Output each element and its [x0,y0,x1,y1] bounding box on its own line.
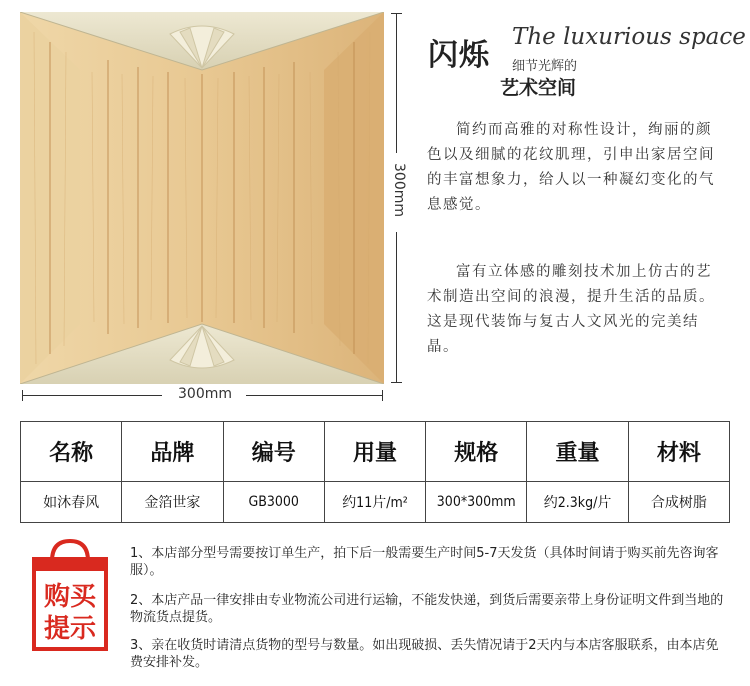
width-dimension-line-right [246,395,382,396]
spec-header-name: 名称 [21,422,122,482]
spec-header-brand: 品牌 [122,422,223,482]
spec-header-usage: 用量 [324,422,425,482]
height-dimension-cap-bottom [391,382,402,383]
spec-header-code: 编号 [223,422,324,482]
notice-item-3: 3、亲在收货时请清点货物的型号与数量。如出现破损、丢失情况请于2天内与本店客服联系，由本店免费安排补发。 [130,638,719,670]
width-dimension-line-left [22,395,162,396]
spec-value-material: 合成树脂 [628,482,729,523]
headline-sub-small: 细节光辉的 [512,59,578,74]
spec-header-size: 规格 [426,422,527,482]
spec-header-weight: 重量 [527,422,628,482]
notice-item-2: 2、本店产品一律安排由专业物流公司进行运输，不能发快递，到货后需要亲带上身份证明文件到当地的物流货点提货。 [130,593,724,625]
notice-logo-text-top: 购买 [43,582,97,612]
spec-value-size: 300*300mm [426,482,527,523]
shopping-bag-icon [28,535,112,653]
headline-main: 闪烁 [428,38,490,73]
spec-value-row [21,482,730,523]
notice-logo-text-bottom: 提示 [43,614,97,644]
description-paragraph-2: 富有立体感的雕刻技术加上仿古的艺术制造出空间的浪漫，提升生活的品质。这是现代装饰与复古人文风光的完美结晶。 [427,264,715,355]
spec-table [20,421,730,523]
spec-header-material: 材料 [628,422,729,482]
width-dimension-cap-right [382,390,383,401]
width-dimension-cap-left [22,390,23,401]
description-paragraph-1: 简约而高雅的对称性设计，绚丽的颜色以及细腻的花纹肌理，引申出家居空间的丰富想象力，给人以一种凝幻变化的气息感觉。 [427,122,715,213]
notice-item-1: 1、本店部分型号需要按订单生产，拍下后一般需要生产时间5-7天发货（具体时间请于购买前先咨询客服）。 [130,546,719,578]
headline-script: The luxurious space [512,24,746,50]
width-dimension-label: 300mm [178,386,232,402]
spec-value-brand: 金箔世家 [122,482,223,523]
spec-value-usage: 约11片/m² [324,482,425,523]
spec-value-code: GB3000 [223,482,324,523]
height-dimension-cap-top [391,13,402,14]
height-dimension-line-top [396,13,397,153]
height-dimension-label: 300mm [391,163,407,217]
tile-product-image [20,12,384,384]
spec-value-name: 如沐春风 [21,482,122,523]
spec-header-row [21,422,730,482]
height-dimension-line-bottom [396,232,397,382]
spec-value-weight: 约2.3kg/片 [527,482,628,523]
headline-sub-large: 艺术空间 [500,77,577,99]
